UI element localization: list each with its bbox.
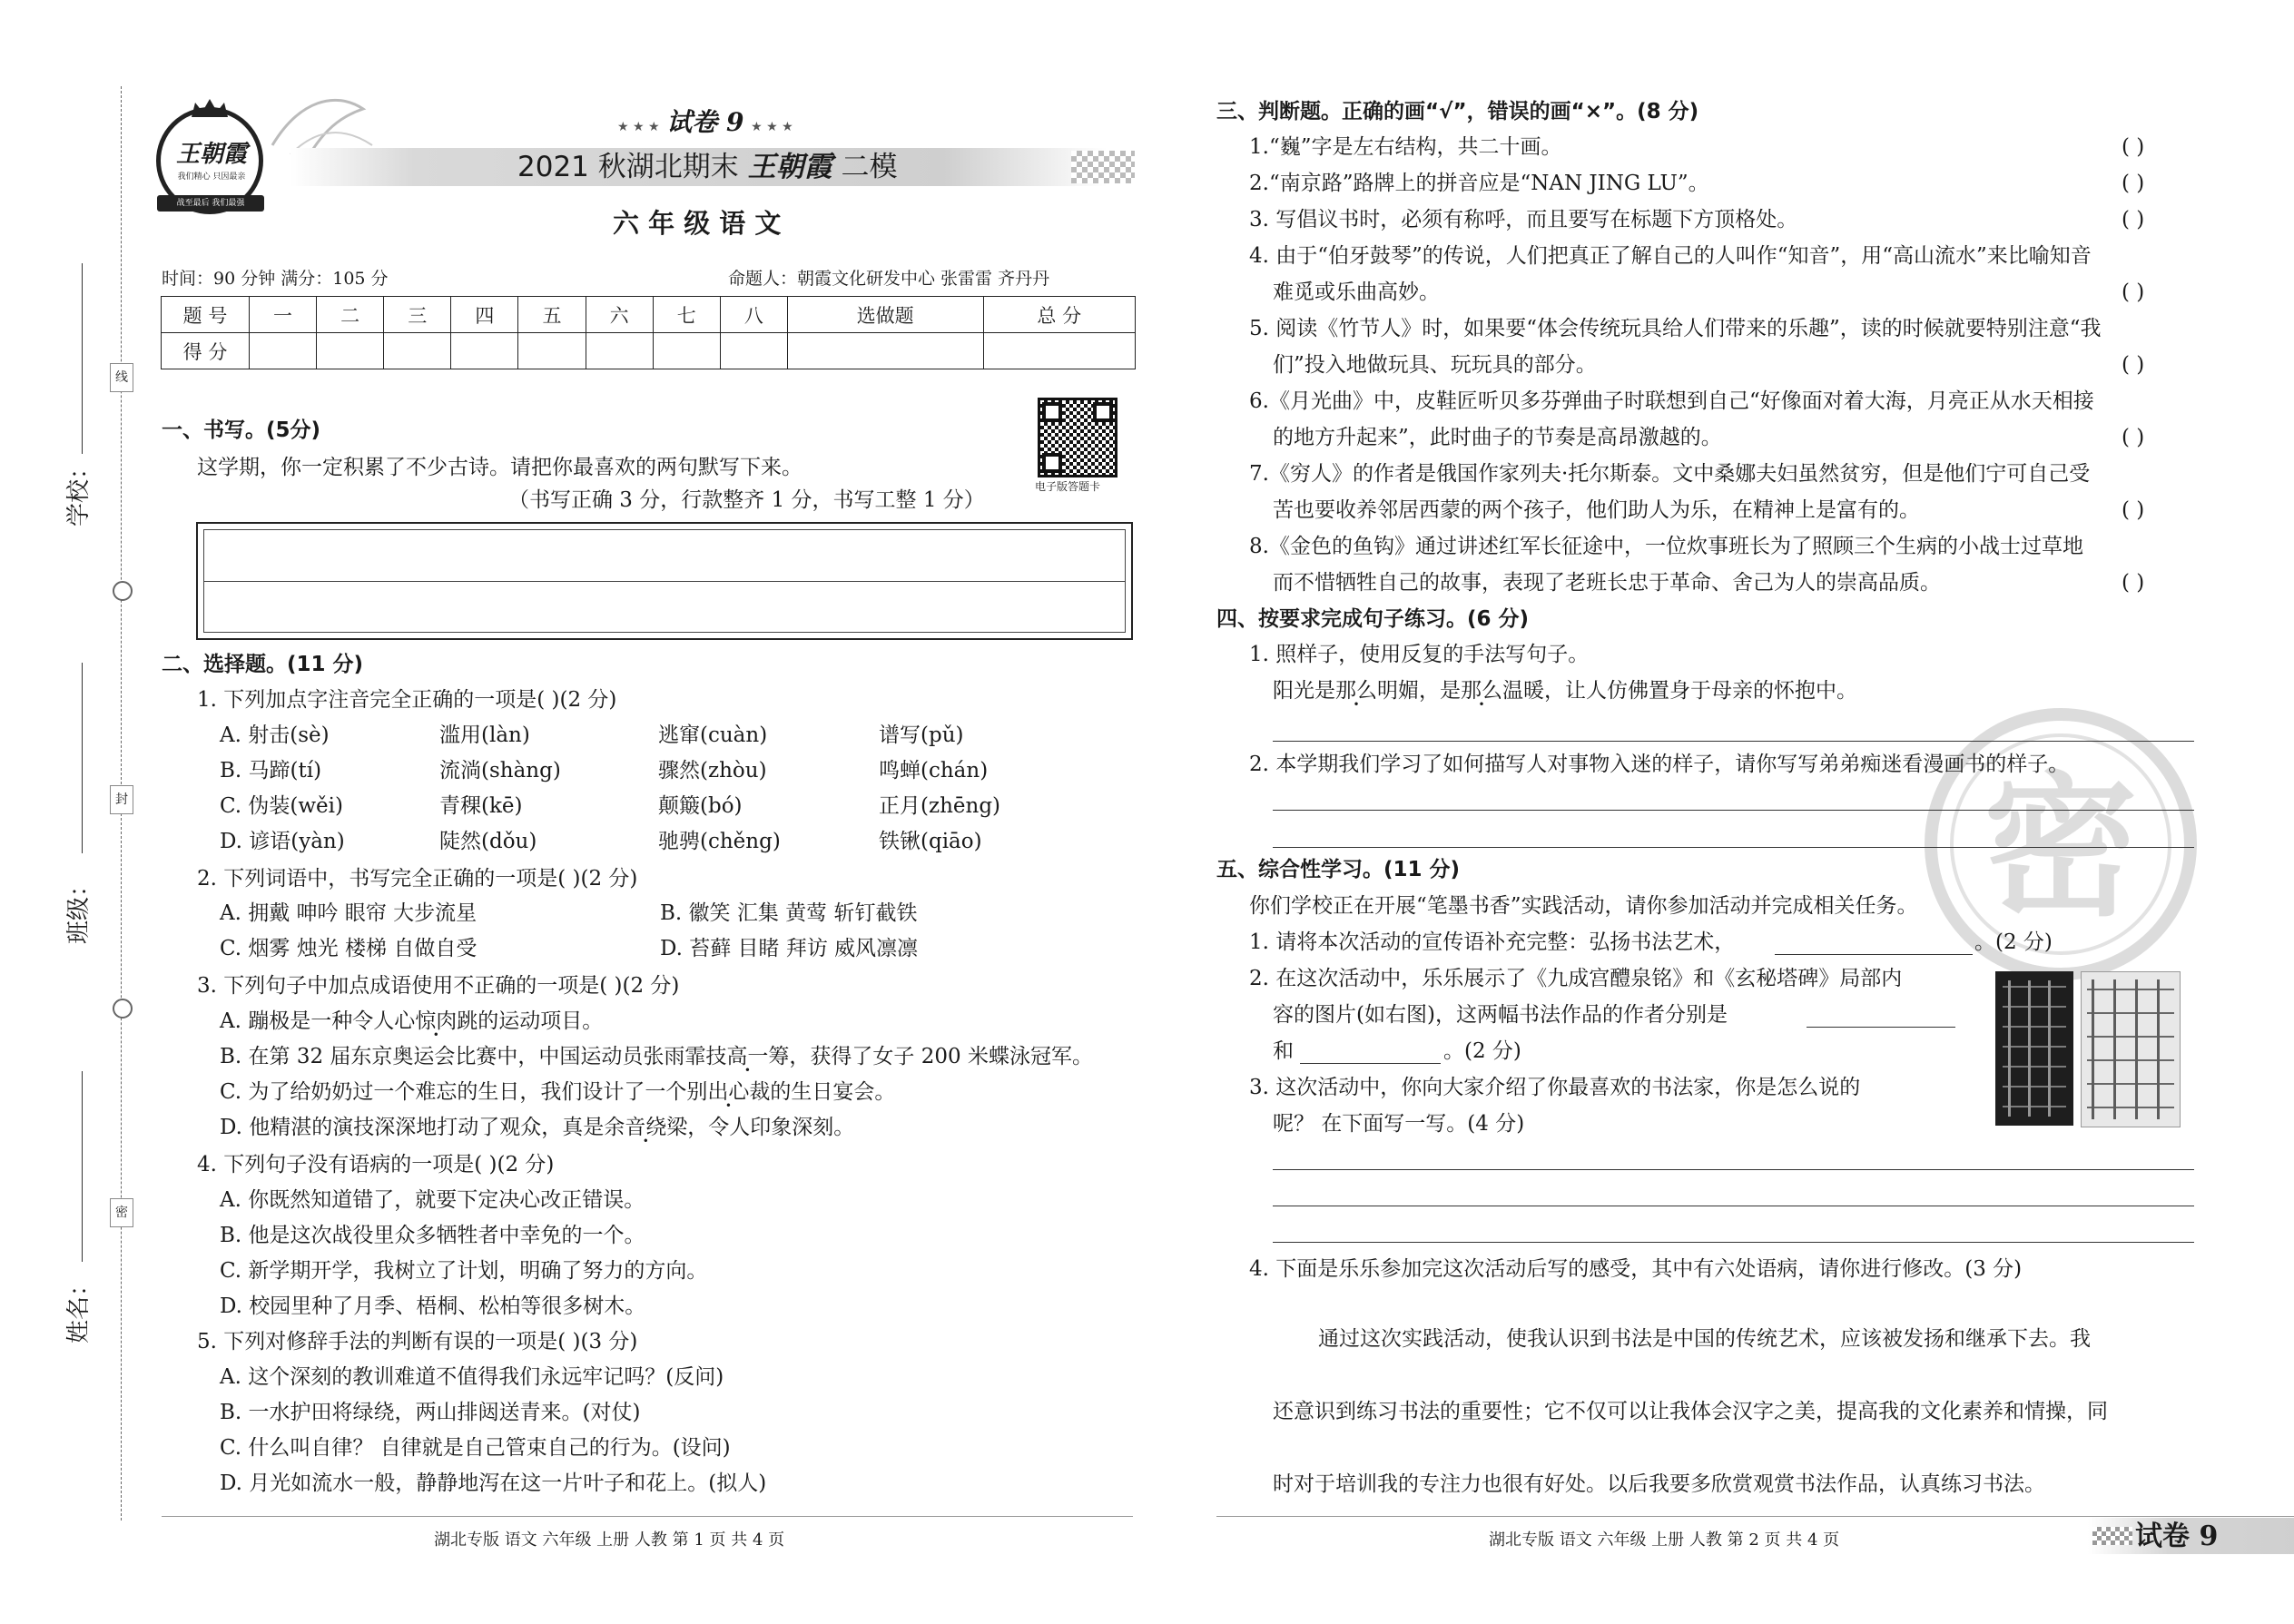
- score-col-5: 五: [518, 297, 586, 333]
- s2-q3-C-pre: C. 为了给奶奶过一个难忘的生日，我们设计了一个: [220, 1080, 687, 1104]
- s2-q2-D: D. 苔藓 目睹 拜访 威风凛凛: [660, 937, 919, 960]
- name-label: 姓名：: [65, 1272, 93, 1343]
- watermark-char: 密: [1983, 758, 2138, 938]
- secret-watermark: [1925, 708, 2197, 980]
- s5-intro: 你们学校正在开展“笔墨书香”实践活动，请你参加活动并完成相关任务。: [1249, 894, 1918, 918]
- score-table-score-row: [162, 333, 1136, 369]
- s5-q1-answer-line[interactable]: [1775, 954, 1973, 955]
- s4-q2-answer-line-1[interactable]: [1273, 810, 2194, 811]
- s2-q1-D1: D. 谚语(yàn): [220, 830, 345, 853]
- s2-q3-D-idiom: 余音绕梁: [604, 1116, 688, 1139]
- s4-q1-answer-line[interactable]: [1273, 741, 2194, 742]
- mark-mi-text: 密: [115, 1206, 128, 1220]
- binding-seal-1: [113, 581, 133, 601]
- subject-title: 六 年 级 语 文: [613, 208, 782, 239]
- score-col-total: 总 分: [983, 297, 1136, 333]
- s3-answer-4[interactable]: ( ): [2122, 281, 2145, 304]
- s2-q3-D: [220, 1114, 854, 1141]
- s4-q2: 2. 本学期我们学习了如何描写人对事物入迷的样子，请你写写弟弟痴迷看漫画书的样子。: [1249, 753, 2070, 776]
- title-band-checker: [1071, 151, 1135, 183]
- score-cell[interactable]: [653, 333, 720, 369]
- s4-example-a: 阳光是: [1273, 679, 1335, 703]
- s2-q5-stem: 5. 下列对修辞手法的判断有误的一项是( )(3 分): [197, 1330, 638, 1353]
- score-cell[interactable]: [983, 333, 1136, 369]
- s2-q3-C: [220, 1078, 895, 1106]
- s3-item-4b: 难觅或乐曲高妙。: [1273, 281, 1440, 304]
- s3-item-7a: 7.《穷人》的作者是俄国作家列夫·托尔斯泰。文中桑娜夫妇虽然贫穷，但是他们宁可自己受: [1249, 462, 2091, 486]
- paper-label: 试卷 9: [666, 107, 744, 137]
- time-score: 时间：90 分钟 满分：105 分: [162, 269, 389, 289]
- s1-title: 一、书写。(5分): [162, 418, 321, 442]
- score-cell[interactable]: [586, 333, 653, 369]
- score-col-1: 一: [250, 297, 317, 333]
- score-col-7: 七: [653, 297, 720, 333]
- s5-q3-a: 3. 这次活动中，你向大家介绍了你最喜欢的书法家，你是怎么说的: [1249, 1076, 1861, 1099]
- footer-rule-right: [1216, 1516, 2294, 1517]
- school-label: 学校：: [65, 455, 93, 527]
- s5-q2-d: 。(2 分): [1443, 1039, 1521, 1063]
- s3-item-1: 1.“巍”字是左右结构，共二十画。: [1249, 135, 1562, 159]
- qr-caption: 电子版答题卡: [1035, 480, 1101, 493]
- s2-q3-C-idiom: 别出心裁: [686, 1080, 771, 1104]
- s1-prompt: 这学期，你一定积累了不少古诗。请把你最喜欢的两句默写下来。: [197, 456, 802, 479]
- s3-item-6b: 的地方升起来”，此时曲子的节奏是高昂激越的。: [1273, 426, 1722, 449]
- s5-q2-answer-line-1[interactable]: [1807, 1027, 1955, 1028]
- footer-tag: 试卷 9: [2135, 1521, 2219, 1552]
- s3-item-5a: 5. 阅读《竹节人》时，如果要“体会传统玩具给人们带来的乐趣”，读的时候就要特别注意“我: [1249, 317, 2102, 340]
- s2-q3-B: [220, 1043, 1093, 1070]
- s4-example: [1273, 677, 1857, 704]
- s2-q1-A1: A. 射击(sè): [220, 723, 330, 747]
- s2-q5-B: B. 一水护田将绿绕，两山排闼送青来。(对仗): [220, 1401, 641, 1424]
- s3-answer-5[interactable]: ( ): [2122, 353, 2145, 377]
- score-col-6: 六: [586, 297, 653, 333]
- score-row2-label: 得 分: [162, 333, 250, 369]
- s2-q4-stem: 4. 下列句子没有语病的一项是( )(2 分): [197, 1153, 555, 1176]
- s2-q1-A4: 谱写(pǔ): [879, 723, 964, 747]
- s2-q3-C-post: 的生日宴会。: [770, 1080, 896, 1104]
- s3-answer-8[interactable]: ( ): [2122, 571, 2145, 595]
- binding-school: [65, 263, 102, 536]
- s5-q3-b: 呢？ 在下面写一写。(4 分): [1273, 1112, 1525, 1136]
- mark-xian: [110, 363, 133, 392]
- s5-q2-b: 容的图片(如右图)，这两幅书法作品的作者分别是: [1273, 1003, 1728, 1027]
- footer-left: 湖北专版 语文 六年级 上册 人教 第 1 页 共 4 页: [434, 1530, 785, 1550]
- s5-q2-c: 和: [1273, 1039, 1294, 1063]
- s3-answer-2[interactable]: ( ): [2122, 172, 2145, 195]
- mark-feng: [110, 785, 133, 814]
- logo-ring-text: 我们精心 只因最亲: [177, 172, 246, 182]
- s2-q3-A-pre: A. 蹦极是一种令人: [220, 1009, 395, 1033]
- name-underline: [82, 1071, 83, 1262]
- title-brand: 王朝霞: [747, 151, 832, 183]
- score-cell[interactable]: [384, 333, 451, 369]
- s3-item-8a: 8.《金色的鱼钩》通过讲述红军长征途中，一位炊事班长为了照顾三个生病的小战士过草地: [1249, 535, 2083, 558]
- s4-q2-answer-line-2[interactable]: [1273, 847, 2194, 848]
- s5-q2-answer-line-2[interactable]: [1300, 1063, 1441, 1064]
- s2-q2-stem: 2. 下列词语中，书写完全正确的一项是( )(2 分): [197, 867, 638, 891]
- s1-note: （书写正确 3 分，行款整齐 1 分，书写工整 1 分）: [508, 488, 985, 512]
- s3-answer-1[interactable]: ( ): [2122, 135, 2145, 159]
- s2-q1-C3: 颠簸(bó): [658, 794, 743, 818]
- binding-class: [65, 663, 102, 962]
- s2-q1-stem: 1. 下列加点字注音完全正确的一项是( )(2 分): [197, 688, 617, 712]
- qr-finder: [1093, 402, 1113, 422]
- s2-q1-C4: 正月(zhēng): [879, 794, 1001, 818]
- score-col-3: 三: [384, 297, 451, 333]
- s1-writing-box-mid: [203, 581, 1126, 582]
- footer-right: 湖北专版 语文 六年级 上册 人教 第 2 页 共 4 页: [1489, 1530, 1840, 1550]
- s2-q3-A-post: 的运动项目。: [478, 1009, 604, 1033]
- authors: 命题人：朝霞文化研发中心 张雷雷 齐丹丹: [728, 269, 1050, 289]
- stars-left: ★ ★ ★: [617, 120, 660, 134]
- calligraphy-image-jiuchenggong: [1995, 971, 2073, 1126]
- score-cell[interactable]: [720, 333, 787, 369]
- logo-text: 王朝霞: [175, 141, 247, 168]
- s4-title: 四、按要求完成句子练习。(6 分): [1216, 607, 1530, 631]
- s2-q3-A-idiom: 心惊肉跳: [394, 1009, 478, 1033]
- score-cell[interactable]: [451, 333, 518, 369]
- binding-seal-2: [113, 999, 133, 1019]
- s3-answer-6[interactable]: ( ): [2122, 426, 2145, 449]
- s2-q2-C: C. 烟雾 烛光 楼梯 自做自受: [220, 937, 478, 960]
- score-col-8: 八: [720, 297, 787, 333]
- s5-q4: 4. 下面是乐乐参加完这次活动后写的感受，其中有六处语病，请你进行修改。(3 分): [1249, 1257, 2023, 1281]
- s2-q5-A: A. 这个深刻的教训难道不值得我们永远牢记吗？(反问): [220, 1365, 724, 1389]
- s4-q1: 1. 照样子，使用反复的手法写句子。: [1249, 643, 1590, 666]
- s2-q3-A: [220, 1008, 603, 1035]
- score-cell[interactable]: [518, 333, 586, 369]
- s3-item-6a: 6.《月光曲》中，皮鞋匠听贝多芬弹曲子时联想到自己“好像面对着大海，月亮正从水天相接: [1249, 389, 2094, 413]
- score-table: [161, 296, 1136, 369]
- s2-q1-D3: 驰骋(chěng): [658, 830, 781, 853]
- score-cell[interactable]: [250, 333, 317, 369]
- score-col-optional: 选做题: [787, 297, 983, 333]
- class-label: 班级：: [65, 872, 93, 944]
- s3-item-8b: 而不惜牺牲自己的故事，表现了老班长忠于革命、舍己为人的崇高品质。: [1273, 571, 1941, 595]
- s5-para-1: 通过这次实践活动，使我认识到书法是中国的传统艺术，应该被发扬和继承下去。我: [1318, 1327, 2091, 1351]
- s4-example-c: 温暖，让人仿佛置身于母亲的怀抱中。: [1502, 679, 1857, 703]
- s2-q1-C1: C. 伪装(wěi): [220, 794, 344, 818]
- s2-q4-D: D. 校园里种了月季、梧桐、松柏等很多树木。: [220, 1294, 646, 1318]
- brand-logo: [156, 107, 263, 214]
- s3-item-3: 3. 写倡议书时，必须有称呼，而且要写在标题下方顶格处。: [1249, 208, 1798, 231]
- s5-q3-answer-line-3[interactable]: [1273, 1242, 2194, 1243]
- s2-q3-B-idiom: 技高一筹: [705, 1045, 790, 1068]
- mark-mi: [110, 1198, 133, 1227]
- school-underline: [82, 263, 83, 454]
- calligraphy-image-xuanmita: [2081, 971, 2181, 1127]
- s5-q1: 1. 请将本次活动的宣传语补充完整：弘扬书法艺术，: [1249, 930, 1736, 954]
- qr-finder: [1042, 453, 1062, 473]
- s3-item-5b: 们”投入地做玩具、玩玩具的部分。: [1273, 353, 1597, 377]
- s2-q1-A3: 逃窜(cuàn): [658, 723, 768, 747]
- s2-q3-stem: 3. 下列句子中加点成语使用不正确的一项是( )(2 分): [197, 974, 680, 998]
- s2-q3-B-pre: B. 在第 32 届东京奥运会比赛中，中国运动员张雨霏: [220, 1045, 706, 1068]
- paper-label-row: [617, 109, 793, 141]
- s3-item-2: 2.“南京路”路牌上的拼音应是“NAN JING LU”。: [1249, 172, 1709, 195]
- score-table-header-row: [162, 297, 1136, 333]
- s3-answer-7[interactable]: ( ): [2122, 498, 2145, 522]
- score-cell[interactable]: [317, 333, 384, 369]
- s2-q1-D2: 陡然(dǒu): [439, 830, 537, 853]
- s2-q4-A: A. 你既然知道错了，就要下定决心改正错误。: [220, 1188, 645, 1212]
- s3-item-7b: 苦也要收养邻居西蒙的两个孩子，他们助人为乐，在精神上是富有的。: [1273, 498, 1920, 522]
- qr-finder: [1042, 402, 1062, 422]
- s2-q1-D4: 铁锹(qiāo): [879, 830, 982, 853]
- logo-motto: 战至最后 我们最强: [176, 199, 245, 208]
- s2-q5-D: D. 月光如流水一般，静静地泻在这一片叶子和花上。(拟人): [220, 1471, 767, 1495]
- class-underline: [82, 663, 83, 853]
- logo-ribbon: [157, 195, 264, 212]
- s2-q1-B1: B. 马蹄(tí): [220, 759, 322, 782]
- s2-q3-D-pre: D. 他精湛的演技深深地打动了观众，真是: [220, 1116, 605, 1139]
- calligraphy-strokes: [2087, 979, 2174, 1119]
- s2-title: 二、选择题。(11 分): [162, 653, 364, 676]
- footer-rule-left: [162, 1516, 1133, 1517]
- exam-title: [517, 149, 897, 185]
- s2-q1-B3: 骤然(zhòu): [658, 759, 767, 782]
- s2-q1-A2: 滥用(làn): [439, 723, 530, 747]
- footer-tag-squares: [2092, 1527, 2132, 1545]
- s1-writing-box[interactable]: [196, 522, 1133, 640]
- s2-q1-C2: 青稞(kē): [439, 794, 523, 818]
- score-cell[interactable]: [787, 333, 983, 369]
- s4-example-dot1: 那么: [1335, 679, 1377, 703]
- score-col-2: 二: [317, 297, 384, 333]
- s3-item-4a: 4. 由于“伯牙鼓琴”的传说，人们把真正了解自己的人叫作“知音”，用“高山流水”来比喻知音: [1249, 244, 2092, 268]
- s5-title: 五、综合性学习。(11 分): [1216, 858, 1461, 881]
- stars-right: ★ ★ ★: [751, 120, 793, 134]
- qr-code-icon: [1038, 398, 1117, 477]
- logo-crown-icon: [192, 99, 228, 117]
- s5-q1-score: 。(2 分): [1974, 930, 2053, 954]
- s3-answer-3[interactable]: ( ): [2122, 208, 2145, 231]
- s2-q1-B2: 流淌(shàng): [439, 759, 561, 782]
- s2-q5-C: C. 什么叫自律？ 自律就是自己管束自己的行为。(设问): [220, 1436, 731, 1460]
- binding-name: [65, 1071, 102, 1371]
- s2-q3-D-post: ，令人印象深刻。: [687, 1116, 855, 1139]
- mark-feng-text: 封: [115, 792, 128, 807]
- s5-para-3: 时对于培训我的专注力也很有好处。以后我要多欣赏观赏书法作品，认真练习书法。: [1273, 1472, 2045, 1496]
- title-suffix: 二模: [841, 151, 898, 183]
- s2-q4-B: B. 他是这次战役里众多牺牲者中幸免的一个。: [220, 1224, 645, 1247]
- s2-q1-B4: 鸣蝉(chán): [879, 759, 989, 782]
- s2-q2-A: A. 拥戴 呻吟 眼帘 大步流星: [220, 901, 478, 925]
- s5-para-2: 还意识到练习书法的重要性；它不仅可以让我体会汉字之美，提高我的文化素养和情操，同: [1273, 1400, 2108, 1423]
- s4-example-dot2: 那么: [1461, 679, 1502, 703]
- s3-title: 三、判断题。正确的画“√”，错误的画“×”。(8 分): [1216, 100, 1699, 123]
- title-year: 2021 秋湖北期末: [517, 151, 739, 183]
- s4-example-b: 明媚，是: [1377, 679, 1461, 703]
- calligraphy-strokes: [2003, 980, 2066, 1117]
- score-row1-label: 题 号: [162, 297, 250, 333]
- s5-q2-a: 2. 在这次活动中，乐乐展示了《九成宫醴泉铭》和《玄秘塔碑》局部内: [1249, 967, 1903, 990]
- s2-q2-B: B. 徽笑 汇集 黄莺 斩钉截铁: [660, 901, 918, 925]
- score-col-4: 四: [451, 297, 518, 333]
- mark-xian-text: 线: [115, 370, 128, 385]
- s2-q4-C: C. 新学期开学，我树立了计划，明确了努力的方向。: [220, 1259, 708, 1283]
- s5-q3-answer-line-1[interactable]: [1273, 1169, 2194, 1170]
- s2-q3-B-post: ，获得了女子 200 米蝶泳冠军。: [789, 1045, 1093, 1068]
